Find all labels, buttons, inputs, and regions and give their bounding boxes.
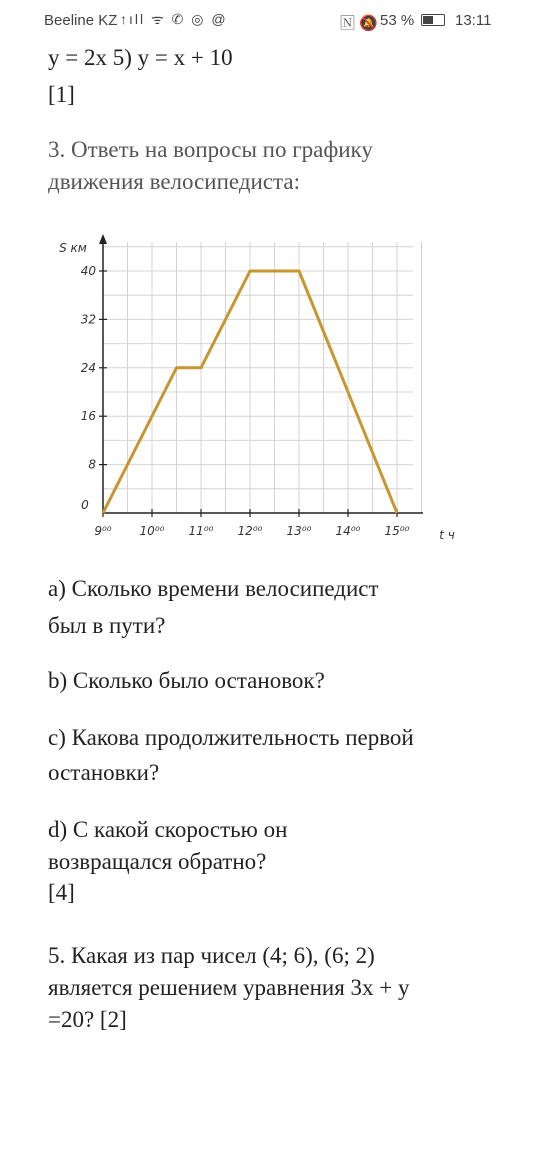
x-tick-label: 14⁰⁰ xyxy=(335,524,361,538)
carrier-name: Beeline KZ xyxy=(44,12,118,29)
y-axis-arrow xyxy=(99,234,107,244)
score-marker: [1] xyxy=(48,82,75,107)
task5-line1: 5. Какая из пар чисел (4; 6), (6; 2) xyxy=(48,943,375,968)
y-tick-label: 40 xyxy=(80,264,96,278)
x-axis-label: t ч xyxy=(439,528,455,542)
x-tick-label: 11⁰⁰ xyxy=(188,524,214,538)
x-tick-label: 13⁰⁰ xyxy=(286,524,312,538)
question-d-score: [4] xyxy=(48,880,75,905)
task5-line2: является решением уравнения 3x + y xyxy=(48,975,410,1000)
origin-label: 0 xyxy=(81,498,89,512)
x-tick-label: 10⁰⁰ xyxy=(139,524,165,538)
battery-percent: 53 % xyxy=(380,12,415,29)
question-c-line2: остановки? xyxy=(48,760,160,785)
battery-icon xyxy=(421,14,445,26)
y-axis-label: S км xyxy=(59,241,87,255)
y-tick-label: 24 xyxy=(80,360,96,375)
y-tick-label: 8 xyxy=(88,457,96,472)
x-tick-label: 15⁰⁰ xyxy=(384,524,410,538)
question-c-line1: c) Какова продолжительность первой xyxy=(48,725,414,750)
equation-line: y = 2x 5) y = x + 10 xyxy=(48,45,233,70)
distance-time-graph xyxy=(40,230,480,560)
x-tick-label: 9⁰⁰ xyxy=(94,524,112,538)
task3-heading-line1: 3. Ответь на вопросы по графику xyxy=(48,137,373,162)
question-d-line1: d) С какой скоростью он xyxy=(48,817,288,842)
task5-line3: =20? [2] xyxy=(48,1007,127,1032)
clock-time: 13:11 xyxy=(455,12,492,29)
status-bar xyxy=(0,0,540,40)
signal-wifi-icons: ↑ıll ᯤ ✆ ◎ @ xyxy=(120,11,228,27)
question-a-line1: a) Сколько времени велосипедист xyxy=(48,576,379,601)
task3-heading-line2: движения велосипедиста: xyxy=(48,169,300,194)
question-d-line2: возвращался обратно? xyxy=(48,849,267,874)
question-a-line2: был в пути? xyxy=(48,613,166,638)
question-b: b) Сколько было остановок? xyxy=(48,668,325,693)
chart-svg xyxy=(40,230,480,560)
nfc-mute-icons: 🄽 🔕 xyxy=(340,15,378,32)
x-tick-label: 12⁰⁰ xyxy=(237,524,263,538)
y-tick-label: 32 xyxy=(80,312,96,327)
y-tick-label: 16 xyxy=(80,409,96,424)
